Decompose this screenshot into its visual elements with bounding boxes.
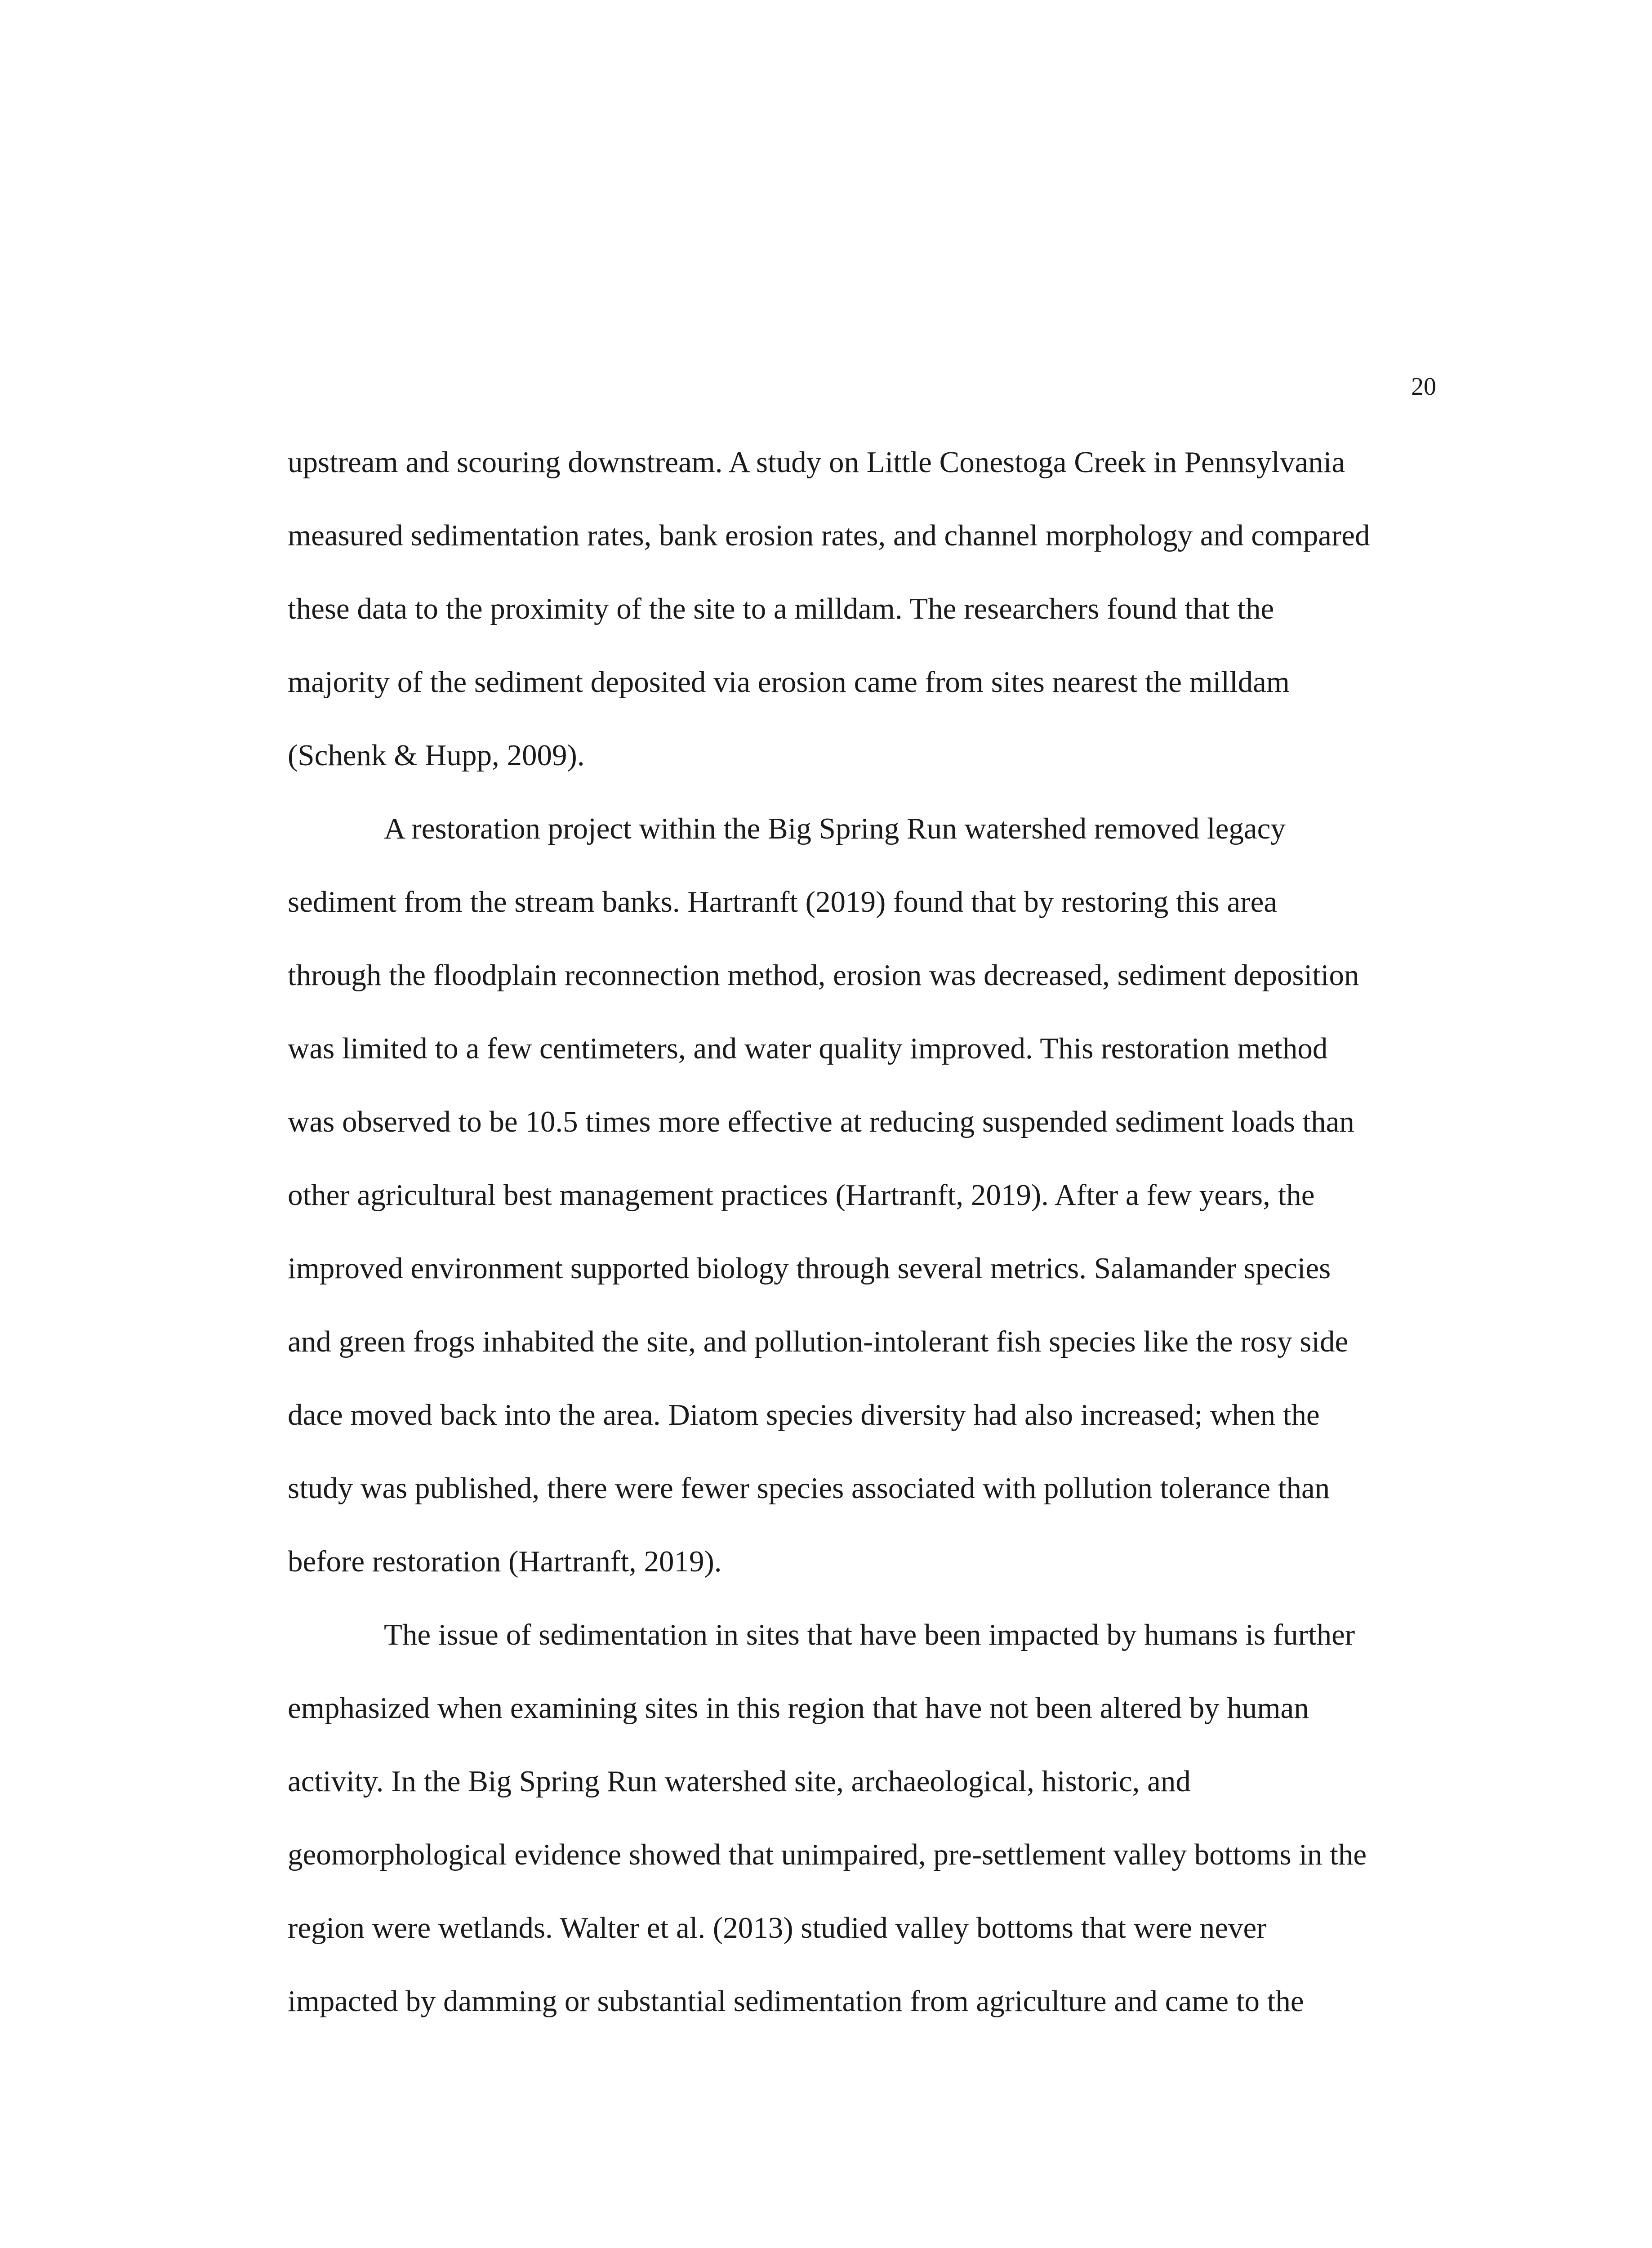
text-line: (Schenk & Hupp, 2009).	[288, 739, 585, 772]
text-line: through the floodplain reconnection method, erosion was decreased, sediment deposition	[288, 959, 1359, 992]
text-line: sediment from the stream banks. Hartranft (2019) found that by restoring this area	[288, 885, 1278, 919]
text-line: and green frogs inhabited the site, and pollution-intolerant fish species like the rosy side	[288, 1325, 1349, 1358]
text-line: before restoration (Hartranft, 2019).	[288, 1545, 722, 1578]
text-line: upstream and scouring downstream. A study on Little Conestoga Creek in Pennsylvania	[288, 446, 1345, 479]
text-line: was limited to a few centimeters, and water quality improved. This restoration method	[288, 1032, 1328, 1065]
text-line: these data to the proximity of the site to a milldam. The researchers found that the	[288, 592, 1274, 625]
text-line: majority of the sediment deposited via erosion came from sites nearest the milldam	[288, 665, 1290, 699]
text-line: activity. In the Big Spring Run watershed site, archaeological, historic, and	[288, 1765, 1191, 1798]
text-line: study was published, there were fewer species associated with pollution tolerance than	[288, 1472, 1330, 1505]
text-line: A restoration project within the Big Spring Run watershed removed legacy	[384, 812, 1286, 845]
text-line: region were wetlands. Walter et al. (2013) studied valley bottoms that were never	[288, 1911, 1267, 1945]
text-line: emphasized when examining sites in this region that have not been altered by human	[288, 1691, 1309, 1725]
text-line: geomorphological evidence showed that unimpaired, pre-settlement valley bottoms in the	[288, 1838, 1367, 1871]
text-line: impacted by damming or substantial sedimentation from agriculture and came to the	[288, 1985, 1304, 2018]
page-number: 20	[1411, 373, 1436, 401]
text-line: The issue of sedimentation in sites that have been impacted by humans is further	[384, 1618, 1355, 1651]
text-line: was observed to be 10.5 times more effective at reducing suspended sediment loads than	[288, 1105, 1354, 1138]
text-line: other agricultural best management practices (Hartranft, 2019). After a few years, the	[288, 1178, 1315, 1212]
text-line: improved environment supported biology through several metrics. Salamander species	[288, 1252, 1331, 1285]
text-line: measured sedimentation rates, bank erosion rates, and channel morphology and compared	[288, 519, 1370, 552]
text-line: dace moved back into the area. Diatom species diversity had also increased; when the	[288, 1398, 1320, 1432]
